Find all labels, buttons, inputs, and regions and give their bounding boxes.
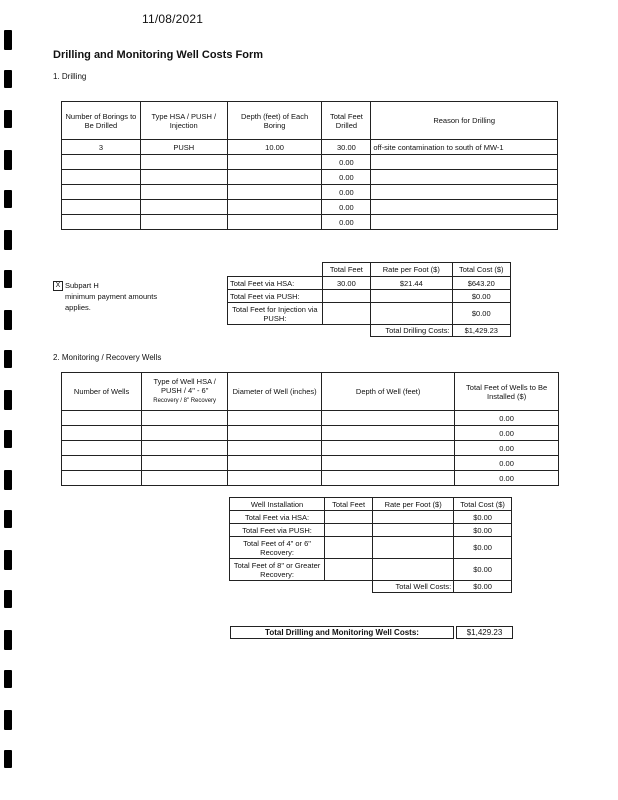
col-header-rate: Rate per Foot ($) bbox=[371, 263, 452, 277]
table-row bbox=[228, 290, 511, 303]
cell bbox=[325, 511, 373, 524]
cell bbox=[325, 524, 373, 537]
cell bbox=[322, 303, 370, 325]
subpart-h-checkbox[interactable]: X bbox=[53, 281, 63, 291]
cell[interactable] bbox=[62, 170, 141, 185]
binding-hole bbox=[4, 70, 12, 88]
table-row bbox=[62, 185, 558, 200]
row-label: Total Feet via PUSH: bbox=[228, 290, 323, 303]
binding-hole bbox=[4, 30, 12, 50]
wells-table bbox=[61, 372, 559, 486]
cell[interactable] bbox=[62, 200, 141, 215]
binding-hole bbox=[4, 630, 12, 650]
cell[interactable] bbox=[142, 426, 228, 441]
table-row bbox=[62, 170, 558, 185]
binding-hole bbox=[4, 110, 12, 128]
cell: $643.20 bbox=[452, 277, 510, 290]
col-header-type: Type HSA / PUSH / Injection bbox=[140, 102, 227, 140]
well-type-subheader: Recovery / 8" Recovery bbox=[153, 398, 217, 405]
cell: $0.00 bbox=[452, 303, 510, 325]
cell[interactable] bbox=[62, 215, 141, 230]
cell[interactable] bbox=[228, 411, 322, 426]
table-row bbox=[230, 537, 512, 559]
cell[interactable] bbox=[322, 426, 455, 441]
section-drilling-label: 1. Drilling bbox=[53, 72, 87, 81]
cell[interactable] bbox=[227, 155, 322, 170]
row-label: Total Feet via HSA: bbox=[228, 277, 323, 290]
row-label: Total Feet for Injection via PUSH: bbox=[228, 303, 323, 325]
cell[interactable] bbox=[142, 441, 228, 456]
cell: 0.00 bbox=[322, 200, 371, 215]
table-row bbox=[230, 524, 512, 537]
total-well-value: $0.00 bbox=[454, 581, 512, 593]
table-row bbox=[62, 200, 558, 215]
cell[interactable] bbox=[373, 524, 454, 537]
binding-hole bbox=[4, 390, 12, 410]
cell[interactable] bbox=[371, 303, 452, 325]
cell[interactable] bbox=[227, 200, 322, 215]
col-header-well-type bbox=[142, 373, 228, 411]
cell[interactable] bbox=[140, 185, 227, 200]
col-header-depth: Depth (feet) of Each Boring bbox=[227, 102, 322, 140]
total-drilling-label: Total Drilling Costs: bbox=[371, 325, 452, 337]
col-header-total-feet: Total Feet bbox=[322, 263, 370, 277]
col-header-well-depth: Depth of Well (feet) bbox=[322, 373, 455, 411]
col-header-total-cost: Total Cost ($) bbox=[452, 263, 510, 277]
cell[interactable] bbox=[228, 456, 322, 471]
cell[interactable] bbox=[371, 185, 558, 200]
cell[interactable]: $21.44 bbox=[371, 277, 452, 290]
cell[interactable] bbox=[322, 441, 455, 456]
cell[interactable] bbox=[140, 215, 227, 230]
cell[interactable] bbox=[228, 471, 322, 486]
col-header-rate: Rate per Foot ($) bbox=[373, 498, 454, 511]
binding-hole bbox=[4, 470, 12, 490]
col-header-reason: Reason for Drilling bbox=[371, 102, 558, 140]
binding-hole bbox=[4, 190, 12, 208]
row-label: Total Feet of 8" or Greater Recovery: bbox=[230, 559, 325, 581]
binding-hole bbox=[4, 550, 12, 570]
cell: $0.00 bbox=[454, 537, 512, 559]
cell[interactable] bbox=[371, 155, 558, 170]
header-date: 11/08/2021 bbox=[142, 12, 204, 26]
cell: 0.00 bbox=[455, 471, 559, 486]
cell[interactable] bbox=[142, 411, 228, 426]
cell[interactable] bbox=[371, 200, 558, 215]
cell: 0.00 bbox=[455, 456, 559, 471]
binding-hole bbox=[4, 510, 12, 528]
table-row bbox=[62, 155, 558, 170]
col-header-total-feet: Total Feet bbox=[325, 498, 373, 511]
binding-hole bbox=[4, 310, 12, 330]
grand-total-value: $1,429.23 bbox=[456, 626, 513, 639]
col-header-total-feet: Total Feet Drilled bbox=[322, 102, 371, 140]
row-label: Total Feet via PUSH: bbox=[230, 524, 325, 537]
cell: 0.00 bbox=[322, 155, 371, 170]
cell[interactable] bbox=[373, 511, 454, 524]
cell[interactable] bbox=[140, 170, 227, 185]
drilling-table bbox=[61, 101, 558, 230]
cell[interactable] bbox=[140, 200, 227, 215]
cell bbox=[325, 537, 373, 559]
cell[interactable] bbox=[227, 185, 322, 200]
row-label: Total Feet of 4" or 6" Recovery: bbox=[230, 537, 325, 559]
cell[interactable] bbox=[322, 471, 455, 486]
cell[interactable] bbox=[62, 155, 141, 170]
col-header-diameter: Diameter of Well (inches) bbox=[228, 373, 322, 411]
cell: $0.00 bbox=[454, 511, 512, 524]
section-wells-label: 2. Monitoring / Recovery Wells bbox=[53, 353, 162, 362]
col-header-number-wells: Number of Wells bbox=[62, 373, 142, 411]
cell[interactable] bbox=[62, 426, 142, 441]
cell: $0.00 bbox=[454, 524, 512, 537]
table-row bbox=[62, 215, 558, 230]
cell[interactable] bbox=[373, 559, 454, 581]
cell[interactable] bbox=[62, 441, 142, 456]
cell[interactable] bbox=[228, 441, 322, 456]
cell[interactable]: off-site contamination to south of MW-1 bbox=[371, 140, 558, 155]
binding-hole bbox=[4, 150, 12, 170]
cell: 0.00 bbox=[455, 426, 559, 441]
binding-hole bbox=[4, 270, 12, 288]
grand-total bbox=[230, 626, 512, 638]
cell[interactable] bbox=[322, 411, 455, 426]
row-label: Total Feet via HSA: bbox=[230, 511, 325, 524]
cell[interactable] bbox=[140, 155, 227, 170]
drilling-cost-table bbox=[227, 262, 511, 337]
total-drilling-value: $1,429.23 bbox=[452, 325, 510, 337]
cell[interactable]: 3 bbox=[62, 140, 141, 155]
table-row bbox=[228, 303, 511, 325]
cell: 30.00 bbox=[322, 277, 370, 290]
cell[interactable] bbox=[62, 471, 142, 486]
table-row bbox=[230, 559, 512, 581]
cell[interactable] bbox=[228, 426, 322, 441]
cell[interactable] bbox=[371, 170, 558, 185]
grand-total-label: Total Drilling and Monitoring Well Costs: bbox=[230, 626, 454, 639]
table-row bbox=[62, 456, 559, 471]
cell[interactable]: PUSH bbox=[140, 140, 227, 155]
cell: $0.00 bbox=[452, 290, 510, 303]
cell[interactable] bbox=[62, 185, 141, 200]
table-row bbox=[62, 471, 559, 486]
cell bbox=[322, 290, 370, 303]
cell[interactable] bbox=[227, 170, 322, 185]
cell[interactable] bbox=[373, 537, 454, 559]
cell[interactable] bbox=[142, 471, 228, 486]
binding-hole bbox=[4, 350, 12, 368]
cell[interactable] bbox=[62, 411, 142, 426]
binding-hole bbox=[4, 750, 12, 768]
table-row bbox=[62, 411, 559, 426]
cell[interactable]: 10.00 bbox=[227, 140, 322, 155]
cell: 0.00 bbox=[322, 215, 371, 230]
table-row bbox=[62, 426, 559, 441]
binding-hole bbox=[4, 430, 12, 448]
cell[interactable] bbox=[142, 456, 228, 471]
cell[interactable] bbox=[371, 290, 452, 303]
cell: 0.00 bbox=[322, 170, 371, 185]
cell bbox=[325, 559, 373, 581]
table-row bbox=[228, 277, 511, 290]
cell: $0.00 bbox=[454, 559, 512, 581]
binding-hole bbox=[4, 230, 12, 250]
well-type-header: Type of Well HSA / PUSH / 4" - 6" bbox=[153, 377, 216, 396]
binding-hole bbox=[4, 710, 12, 730]
subpart-note: minimum payment amounts applies. bbox=[65, 291, 158, 312]
table-row bbox=[62, 140, 558, 155]
cell[interactable] bbox=[62, 456, 142, 471]
total-well-label: Total Well Costs: bbox=[373, 581, 454, 593]
col-header-total-cost: Total Cost ($) bbox=[454, 498, 512, 511]
cell[interactable] bbox=[322, 456, 455, 471]
binding-hole bbox=[4, 670, 12, 688]
binding-hole bbox=[4, 590, 12, 608]
cell: 0.00 bbox=[322, 185, 371, 200]
well-install-table bbox=[229, 497, 512, 593]
cell: 0.00 bbox=[455, 411, 559, 426]
cell[interactable] bbox=[371, 215, 558, 230]
subpart-label: Subpart H bbox=[65, 281, 99, 290]
table-row bbox=[230, 511, 512, 524]
table-row bbox=[62, 441, 559, 456]
col-header-total-well-feet: Total Feet of Wells to Be Installed ($) bbox=[455, 373, 559, 411]
cell: 30.00 bbox=[322, 140, 371, 155]
cell[interactable] bbox=[227, 215, 322, 230]
cell: 0.00 bbox=[455, 441, 559, 456]
page-title: Drilling and Monitoring Well Costs Form bbox=[53, 49, 264, 61]
col-header-well-installation: Well Installation bbox=[230, 498, 325, 511]
subpart-text bbox=[65, 281, 165, 314]
col-header-borings: Number of Borings to Be Drilled bbox=[62, 102, 141, 140]
